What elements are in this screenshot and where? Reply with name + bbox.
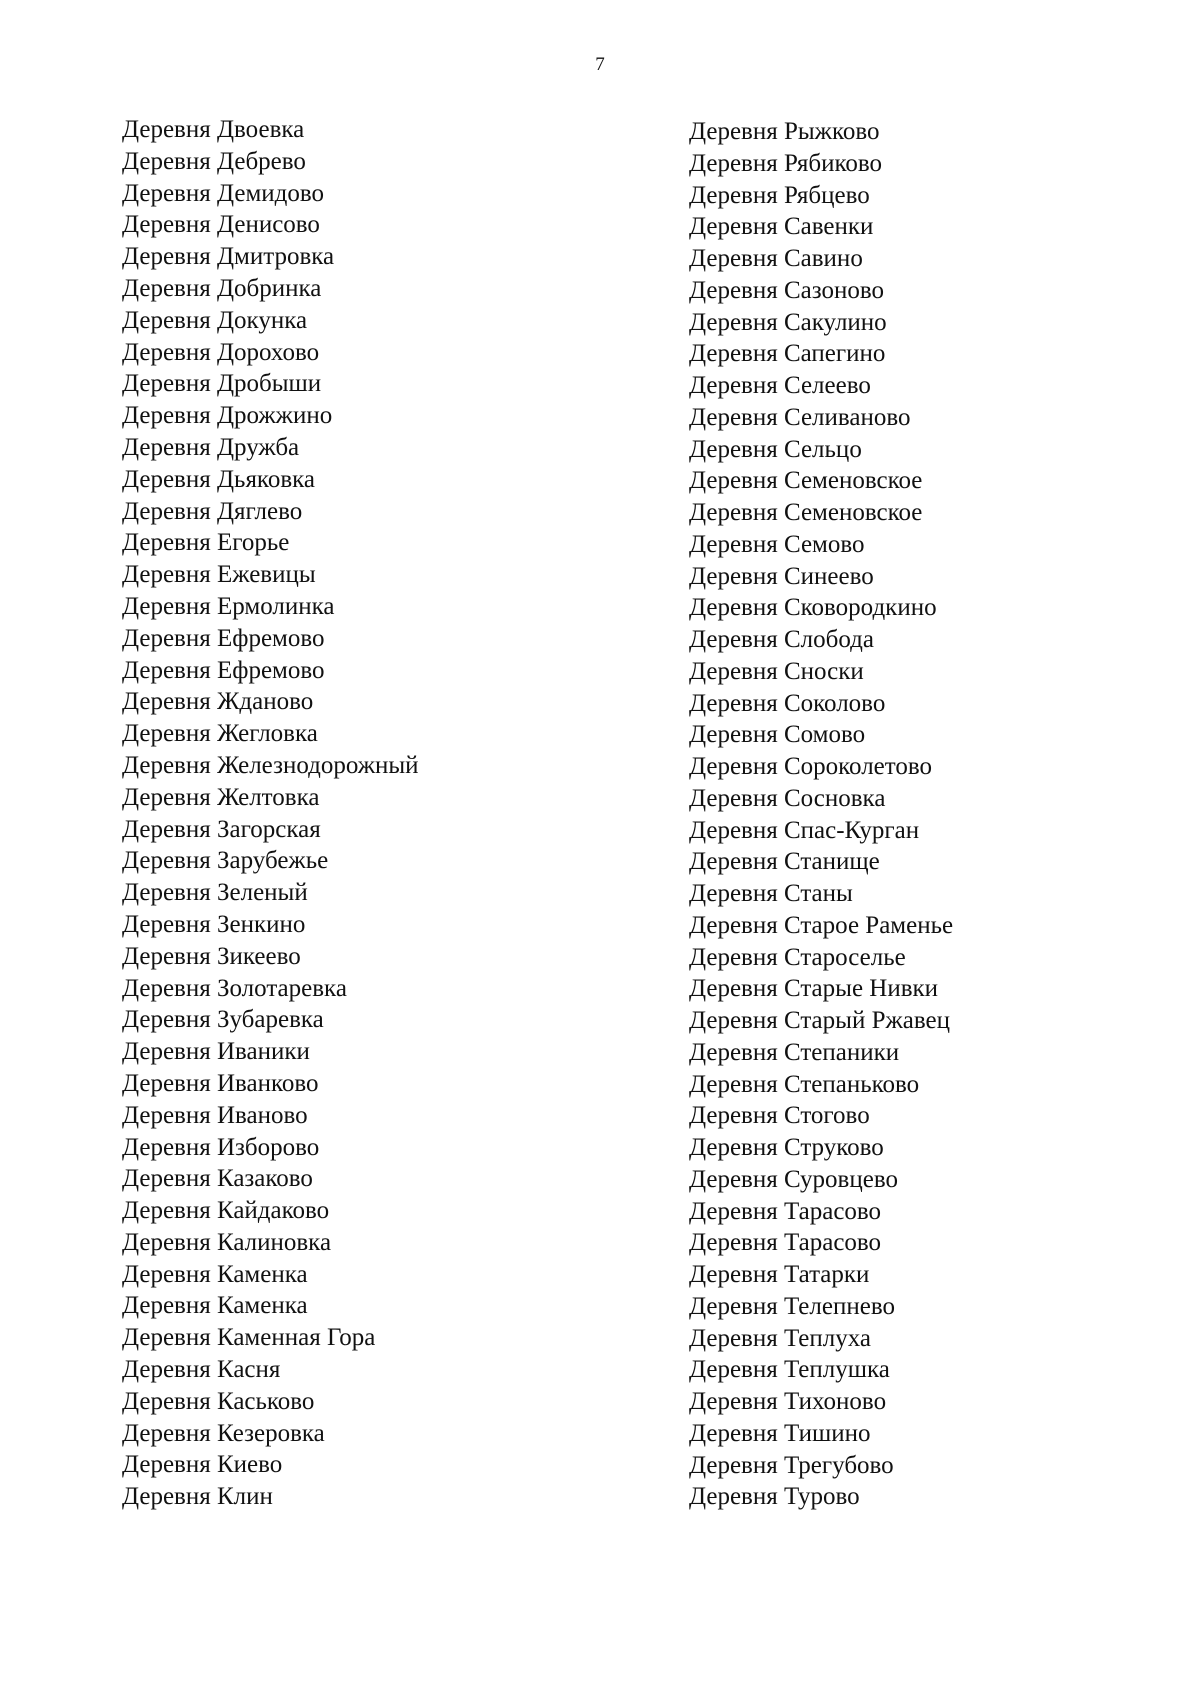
settlement-entry: Деревня Жданово	[122, 688, 314, 716]
settlement-entry: Деревня Савино	[689, 245, 863, 272]
settlement-entry: Деревня Тихоново	[689, 1388, 887, 1415]
settlement-entry: Деревня Рябиково	[689, 149, 883, 177]
settlement-entry: Деревня Докунка	[122, 306, 308, 334]
settlement-entry: Деревня Демидово	[122, 179, 324, 207]
settlement-entry: Деревня Степаньково	[689, 1070, 920, 1098]
settlement-entry: Деревня Дробыши	[122, 370, 322, 398]
page-number: 7	[595, 54, 605, 75]
settlement-entry: Деревня Иванково	[122, 1069, 319, 1097]
settlement-entry: Деревня Трегубово	[689, 1451, 894, 1479]
settlement-entry: Деревня Зенкино	[122, 910, 306, 938]
settlement-list-left	[122, 114, 642, 1513]
settlement-entry: Деревня Тишино	[689, 1419, 871, 1447]
settlement-entry: Деревня Спас-Курган	[689, 816, 920, 844]
settlement-entry: Деревня Станы	[689, 880, 853, 907]
settlement-entry: Деревня Старые Нивки	[689, 975, 939, 1003]
settlement-entry: Деревня Иваники	[122, 1038, 310, 1066]
settlement-entry: Деревня Дебрево	[122, 147, 306, 175]
settlement-entry: Деревня Тарасово	[689, 1197, 882, 1225]
settlement-entry: Деревня Сазоново	[689, 276, 884, 304]
settlement-entry: Деревня Ефремово	[122, 624, 325, 652]
settlement-entry: Деревня Турово	[689, 1483, 860, 1511]
settlement-entry: Деревня Изборово	[122, 1133, 320, 1161]
settlement-entry: Деревня Загорская	[122, 815, 321, 843]
settlement-entry: Деревня Сапегино	[689, 340, 886, 368]
settlement-entry: Деревня Струково	[689, 1134, 884, 1161]
settlement-entry: Деревня Зарубежье	[122, 847, 329, 875]
settlement-entry: Деревня Семеновское	[689, 467, 923, 495]
settlement-entry: Деревня Соколово	[689, 689, 886, 717]
settlement-entry: Деревня Ермолинка	[122, 592, 335, 620]
settlement-entry: Деревня Железнодорожный	[122, 751, 419, 779]
settlement-entry: Деревня Семово	[689, 530, 865, 558]
settlement-entry: Деревня Каськово	[122, 1387, 315, 1415]
settlement-entry: Деревня Селеево	[689, 372, 871, 399]
settlement-entry: Деревня Сомово	[689, 721, 866, 749]
settlement-entry: Деревня Сороколетово	[689, 753, 933, 780]
settlement-entry: Деревня Селиваново	[689, 403, 911, 431]
settlement-entry: Деревня Станище	[689, 848, 880, 876]
settlement-entry: Деревня Добринка	[122, 274, 322, 302]
settlement-entry: Деревня Зубаревка	[122, 1006, 324, 1034]
settlement-entry: Деревня Слобода	[689, 626, 874, 653]
settlement-entry: Деревня Сосновка	[689, 784, 886, 812]
settlement-entry: Деревня Савенки	[689, 213, 874, 241]
settlement-entry: Деревня Кайдаково	[122, 1197, 330, 1225]
settlement-entry: Деревня Каменная Гора	[122, 1324, 376, 1352]
settlement-entry: Деревня Зеленый	[122, 879, 308, 907]
settlement-entry: Деревня Каменка	[122, 1292, 308, 1320]
settlement-entry: Деревня Синеево	[689, 562, 874, 590]
settlement-entry: Деревня Старое Раменье	[689, 911, 954, 939]
settlement-entry: Деревня Семеновское	[689, 499, 923, 526]
settlement-entry: Деревня Каменка	[122, 1260, 308, 1288]
settlement-entry: Деревня Телепнево	[689, 1292, 895, 1320]
settlement-entry: Деревня Сковородкино	[689, 594, 937, 622]
settlement-entry: Деревня Жегловка	[122, 720, 318, 748]
settlement-entry: Деревня Калиновка	[122, 1228, 332, 1256]
settlement-entry: Деревня Рыжково	[689, 118, 880, 145]
settlement-entry: Деревня Егорье	[122, 529, 290, 557]
settlement-entry: Деревня Денисово	[122, 211, 320, 239]
settlement-entry: Деревня Касня	[122, 1356, 281, 1384]
settlement-entry: Деревня Дрожжино	[122, 402, 333, 430]
settlement-entry: Деревня Дьяковка	[122, 465, 315, 493]
settlement-entry: Деревня Золотаревка	[122, 974, 347, 1002]
settlement-entry: Деревня Казаково	[122, 1165, 313, 1193]
settlement-entry: Деревня Желтовка	[122, 783, 320, 811]
settlement-entry: Деревня Степаники	[689, 1038, 900, 1066]
settlement-entry: Деревня Зикеево	[122, 942, 301, 970]
settlement-entry: Деревня Староселье	[689, 943, 906, 971]
settlement-entry: Деревня Сакулино	[689, 308, 887, 336]
settlement-entry: Деревня Киево	[122, 1451, 283, 1479]
settlement-entry: Деревня Суровцево	[689, 1165, 898, 1193]
settlement-entry: Деревня Дорохово	[122, 338, 320, 366]
settlement-entry: Деревня Клин	[122, 1483, 273, 1511]
settlement-entry: Деревня Сельцо	[689, 435, 862, 463]
settlement-entry: Деревня Стогово	[689, 1102, 870, 1130]
settlement-entry: Деревня Иваново	[122, 1101, 308, 1129]
settlement-entry: Деревня Теплушка	[689, 1356, 890, 1384]
settlement-entry: Деревня Рябцево	[689, 181, 870, 209]
settlement-list-right	[689, 116, 1169, 1513]
settlement-entry: Деревня Двоевка	[122, 116, 305, 143]
settlement-entry: Деревня Дружба	[122, 433, 300, 461]
settlement-entry: Деревня Теплуха	[689, 1324, 872, 1352]
settlement-entry: Деревня Татарки	[689, 1261, 870, 1288]
settlement-entry: Деревня Дмитровка	[122, 243, 335, 271]
settlement-entry: Деревня Тарасово	[689, 1229, 882, 1257]
settlement-entry: Деревня Кезеровка	[122, 1419, 325, 1447]
settlement-entry: Деревня Ежевицы	[122, 561, 316, 589]
settlement-entry: Деревня Старый Ржавец	[689, 1007, 950, 1034]
settlement-entry: Деревня Ефремово	[122, 656, 325, 684]
settlement-entry: Деревня Дяглево	[122, 497, 303, 525]
settlement-entry: Деревня Сноски	[689, 657, 864, 685]
